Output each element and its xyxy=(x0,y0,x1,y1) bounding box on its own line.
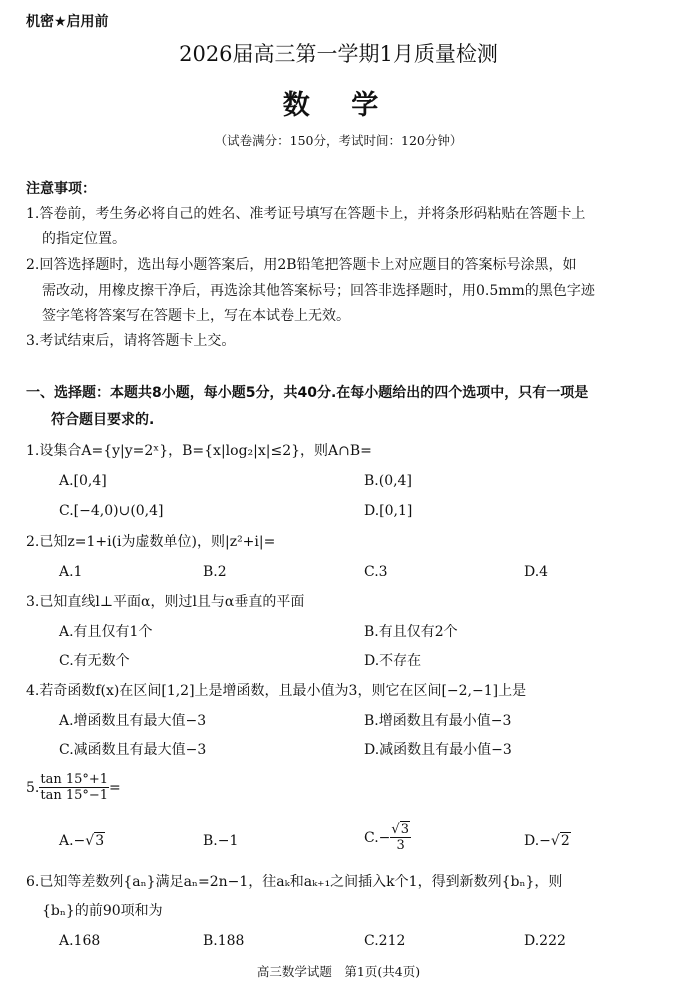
question-5-option-c-prefix: C.− xyxy=(364,829,391,846)
question-2-text: 已知z=1+i(i为虚数单位)，则|z²+i|= xyxy=(39,534,276,550)
question-4-option-a: A.增函数且有最大值−3 xyxy=(59,713,207,729)
question-5-option-a-prefix: A.− xyxy=(59,833,86,849)
sqrt-sign: √ xyxy=(550,833,560,849)
question-6-text: 已知等差数列{aₙ}满足aₙ=2n−1，往aₖ和aₖ₊₁之间插入k个1，得到新数列{bₙ}，则 xyxy=(39,874,563,890)
question-3-number: 3. xyxy=(26,594,40,610)
sqrt-sign: √ xyxy=(391,822,400,837)
question-2-option-c: C.3 xyxy=(364,564,388,580)
page-footer: 高三数学试题 第1页(共4页) xyxy=(256,964,421,979)
note-1-line1: 1.答卷前，考生务必将自己的姓名、准考证号填写在答题卡上，并将条形码粘贴在答题卡上 xyxy=(26,206,586,222)
exam-title: 2026届高三第一学期1月质量检测 xyxy=(179,42,498,66)
question-6-option-c: C.212 xyxy=(364,933,406,949)
question-1-option-a: A.[0,4] xyxy=(59,473,107,489)
question-3-option-d: D.不存在 xyxy=(364,653,422,669)
question-2-option-a: A.1 xyxy=(59,564,83,580)
question-1-option-b: B.(0,4] xyxy=(364,473,412,489)
note-2-line2: 需改动，用橡皮擦干净后，再选涂其他答案标号；回答非选择题时，用0.5mm的黑色字迹 xyxy=(42,283,595,299)
question-5-number: 5. xyxy=(26,779,40,796)
question-6-option-b: B.188 xyxy=(203,933,245,949)
question-4-option-c: C.减函数且有最大值−3 xyxy=(59,742,207,758)
note-1-line2: 的指定位置。 xyxy=(42,231,126,247)
question-6-stem-line1 xyxy=(26,872,562,892)
question-5-option-a-radicand: 3 xyxy=(95,833,105,849)
question-6-stem-line2: {bₙ}的前90项和为 xyxy=(42,903,163,919)
question-3-text: 已知直线l⊥平面α，则过l且与α垂直的平面 xyxy=(39,594,305,610)
question-5-option-c-radicand: 3 xyxy=(400,822,409,837)
question-5-option-c-denominator: 3 xyxy=(396,838,405,853)
question-5-option-a xyxy=(59,831,105,851)
question-5-option-b: B.−1 xyxy=(203,833,239,849)
question-5-fraction xyxy=(39,772,109,803)
question-6-option-a: A.168 xyxy=(59,933,101,949)
question-6-number: 6. xyxy=(26,874,40,890)
question-5-numerator: tan 15°+1 xyxy=(40,772,109,787)
question-5-stem xyxy=(26,772,121,803)
question-4-text: 若奇函数f(x)在区间[1,2]上是增函数，且最小值为3，则它在区间[−2,−1]上是 xyxy=(39,683,527,699)
question-2-number: 2. xyxy=(26,534,40,550)
subject-title: 数 学 xyxy=(282,90,395,121)
question-4-option-d: D.减函数且有最小值−3 xyxy=(364,742,512,758)
question-3-option-c: C.有无数个 xyxy=(59,653,130,669)
question-5-option-d xyxy=(524,831,571,851)
exam-info: （试卷满分：150分，考试时间：120分钟） xyxy=(214,133,463,148)
notes-heading: 注意事项： xyxy=(26,181,96,197)
question-5-option-d-radicand: 2 xyxy=(560,833,570,849)
question-4-number: 4. xyxy=(26,683,40,699)
question-1-stem xyxy=(26,441,372,461)
question-2-option-d: D.4 xyxy=(524,564,549,580)
question-5-equals: = xyxy=(109,779,121,796)
question-1-option-d: D.[0,1] xyxy=(364,503,413,519)
confidential-label: 机密★启用前 xyxy=(26,14,109,30)
question-5-option-c-numerator xyxy=(390,822,411,838)
question-5-denominator: tan 15°−1 xyxy=(40,788,109,803)
sqrt-sign: √ xyxy=(85,833,95,849)
section-heading-line1: 一、选择题：本题共8小题，每小题5分，共40分.在每小题给出的四个选项中，只有一项是 xyxy=(26,385,589,401)
section-heading-line2: 符合题目要求的. xyxy=(51,412,155,428)
question-6-option-d: D.222 xyxy=(524,933,566,949)
note-2-line1: 2.回答选择题时，选出每小题答案后，用2B铅笔把答题卡上对应题目的答案标号涂黑，如 xyxy=(26,257,577,273)
question-1-text: 设集合A={y|y=2ˣ}，B={x|log₂|x|≤2}，则A∩B= xyxy=(39,443,372,459)
question-3-stem xyxy=(26,592,304,612)
question-5-option-c xyxy=(364,822,411,853)
question-2-option-b: B.2 xyxy=(203,564,227,580)
question-1-number: 1. xyxy=(26,443,40,459)
question-5-option-c-fraction xyxy=(390,822,411,853)
question-3-option-a: A.有且仅有1个 xyxy=(59,624,153,640)
question-4-stem xyxy=(26,681,526,701)
question-2-stem xyxy=(26,532,275,552)
question-1-option-c: C.[−4,0)∪(0,4] xyxy=(59,503,164,519)
note-3-line1: 3.考试结束后，请将答题卡上交。 xyxy=(26,333,236,349)
question-5-option-d-prefix: D.− xyxy=(524,833,551,849)
question-4-option-b: B.增函数且有最小值−3 xyxy=(364,713,512,729)
note-2-line3: 签字笔将答案写在答题卡上，写在本试卷上无效。 xyxy=(42,308,350,324)
question-3-option-b: B.有且仅有2个 xyxy=(364,624,458,640)
